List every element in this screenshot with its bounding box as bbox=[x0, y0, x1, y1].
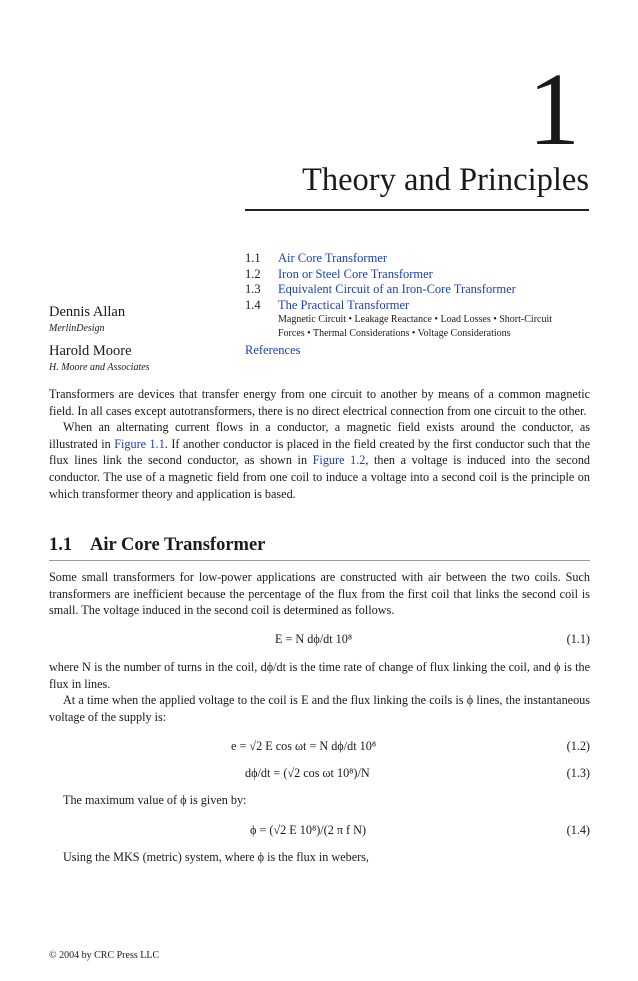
equation-body: e = √2 E cos ωt = N dϕ/dt 10⁸ bbox=[231, 739, 377, 753]
equation-body: dϕ/dt = (√2 cos ωt 10⁸)/N bbox=[245, 766, 370, 780]
section-rule bbox=[49, 560, 590, 561]
author-name: Harold Moore bbox=[49, 343, 132, 359]
section-number: 1.1 bbox=[49, 535, 73, 555]
title-rule bbox=[245, 209, 589, 211]
paragraph: The maximum value of ϕ is given by: bbox=[63, 793, 247, 807]
toc-item[interactable] bbox=[245, 267, 590, 283]
equation-number: (1.2) bbox=[566, 739, 590, 753]
toc-item-number: 1.1 bbox=[245, 251, 261, 265]
section-heading bbox=[49, 535, 265, 556]
section-title: Air Core Transformer bbox=[90, 535, 266, 555]
toc-item-link[interactable]: Air Core Transformer bbox=[278, 251, 388, 265]
toc-item-link[interactable]: The Practical Transformer bbox=[278, 297, 410, 312]
copyright-footer: © 2004 by CRC Press LLC bbox=[49, 950, 160, 961]
toc-item-number: 1.4 bbox=[245, 297, 261, 312]
figure-link[interactable]: Figure 1.1 bbox=[114, 436, 165, 451]
paragraph: When an alternating current flows in a conductor, a magnetic field exists around the conductor, as illustrated in Figure 1.1. If another conductor is placed in the field created by the first conductor such that the flux lines link the second conductor, as shown in Figure 1.2, then a voltage is induced into the second conductor. The use of a magnetic field from one coil to induce a voltage into a second coil is the principle on which transformer theory and application is based. bbox=[49, 420, 591, 501]
toc-item[interactable] bbox=[245, 282, 590, 298]
chapter-title: Theory and Principles bbox=[301, 162, 589, 198]
paragraph: Transformers are devices that transfer energy from one circuit to another by means of a common magnetic field. In all cases except autotransformers, there is no direct electrical connection from one circuit to the other. bbox=[49, 387, 590, 418]
toc-item-number: 1.2 bbox=[245, 266, 261, 281]
author-affiliation: H. Moore and Associates bbox=[49, 362, 150, 373]
figure-link[interactable]: Figure 1.2 bbox=[312, 453, 366, 468]
toc-subtopics: Magnetic Circuit • Leakage Reactance • Load Losses • Short-Circuit Forces • Thermal Considerations • Voltage Considerations bbox=[278, 314, 553, 339]
chapter-toc bbox=[245, 251, 590, 359]
paragraph: Some small transformers for low-power applications are constructed with air between the two coils. Such transformers are inefficient because the percentage of the flux from the first coil that links the second coil is small. The voltage induced in the second coil is determined as follows. bbox=[49, 570, 590, 618]
equation-number: (1.1) bbox=[566, 632, 590, 646]
paragraph: where N is the number of turns in the coil, dϕ/dt is the time rate of change of flux linking the coil, and ϕ is the flux in lines. bbox=[49, 660, 590, 691]
toc-item-link[interactable]: Iron or Steel Core Transformer bbox=[278, 266, 433, 281]
toc-item-link[interactable]: Equivalent Circuit of an Iron-Core Transformer bbox=[278, 282, 516, 297]
toc-references-link[interactable]: References bbox=[245, 342, 301, 357]
equation-body: E = N dϕ/dt 10⁸ bbox=[275, 632, 353, 646]
equation-number: (1.3) bbox=[566, 766, 590, 780]
author-affiliation: MerlinDesign bbox=[49, 323, 105, 334]
intro-text bbox=[49, 386, 590, 502]
toc-item-number: 1.3 bbox=[245, 282, 261, 297]
author-name: Dennis Allan bbox=[49, 304, 126, 320]
paragraph: At a time when the applied voltage to the coil is E and the flux linking the coils is ϕ lines, the instantaneous voltage of the supply is: bbox=[49, 693, 590, 724]
equation-number: (1.4) bbox=[566, 823, 590, 837]
toc-item[interactable] bbox=[245, 251, 590, 267]
toc-item[interactable] bbox=[245, 298, 590, 314]
chapter-number: 1 bbox=[528, 52, 580, 167]
paragraph: Using the MKS (metric) system, where ϕ is the flux in webers, bbox=[63, 850, 369, 864]
equation-body: ϕ = (√2 E 10⁸)/(2 π f N) bbox=[250, 823, 367, 837]
